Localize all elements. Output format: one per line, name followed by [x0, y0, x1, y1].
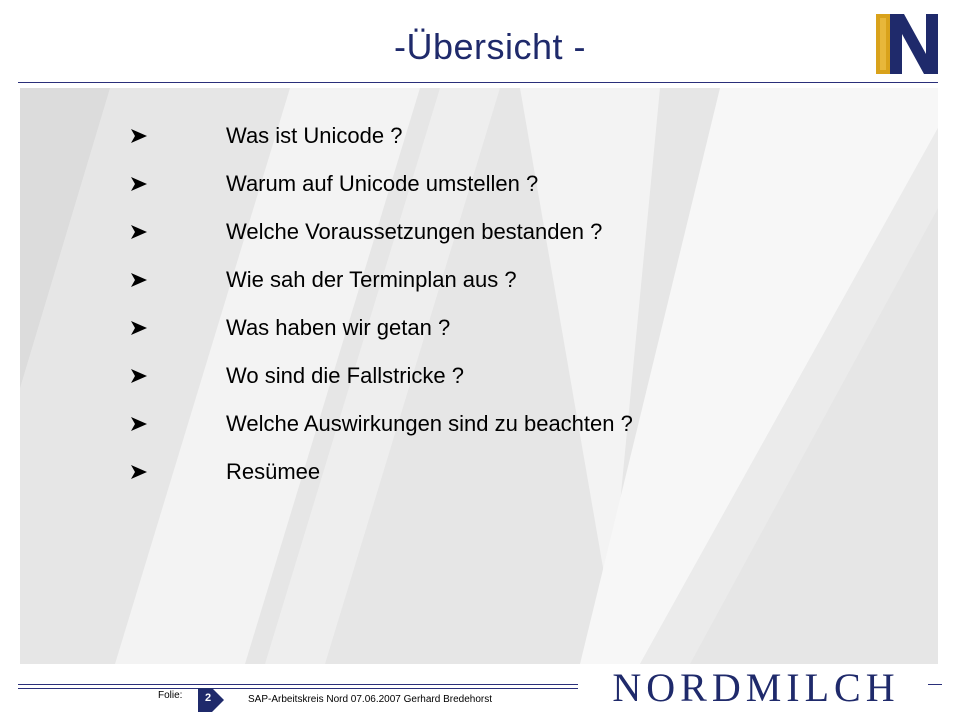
- list-item: [130, 448, 890, 496]
- title-divider: [18, 82, 938, 83]
- footer-divider-right: [928, 684, 942, 685]
- footer-text: SAP-Arbeitskreis Nord 07.06.2007 Gerhard Bredehorst: [248, 694, 493, 705]
- slide-title: -Übersicht -: [393, 26, 587, 67]
- page-number: 2: [204, 692, 212, 704]
- footer-divider: [18, 684, 578, 685]
- list-item: [130, 304, 890, 352]
- arrow-bullet-icon: [130, 416, 226, 432]
- list-item-label: Was haben wir getan ?: [226, 315, 451, 340]
- list-item-label: Welche Voraussetzungen bestanden ?: [226, 219, 603, 244]
- footer-divider-secondary: [18, 688, 578, 689]
- list-item: [130, 112, 890, 160]
- arrow-bullet-icon: [130, 224, 226, 240]
- arrow-bullet-icon: [130, 320, 226, 336]
- list-item-label: Wie sah der Terminplan aus ?: [226, 267, 517, 292]
- list-item: [130, 208, 890, 256]
- folie-label: Folie:: [158, 690, 183, 701]
- arrow-bullet-icon: [130, 368, 226, 384]
- list-item: [130, 160, 890, 208]
- list-item-label: Was ist Unicode ?: [226, 123, 403, 148]
- list-item: [130, 352, 890, 400]
- arrow-bullet-icon: [130, 272, 226, 288]
- arrow-bullet-icon: [130, 464, 226, 480]
- agenda-list: [130, 112, 890, 496]
- arrow-bullet-icon: [130, 128, 226, 144]
- list-item-label: Welche Auswirkungen sind zu beachten ?: [226, 411, 633, 436]
- arrow-bullet-icon: [130, 176, 226, 192]
- list-item: [130, 256, 890, 304]
- nordmilch-n-logo-icon: [876, 14, 938, 74]
- list-item: [130, 400, 890, 448]
- list-item-label: Wo sind die Fallstricke ?: [226, 363, 465, 388]
- nordmilch-wordmark: NORDMILCH: [612, 665, 900, 710]
- list-item-label: Resümee: [226, 459, 321, 484]
- list-item-label: Warum auf Unicode umstellen ?: [226, 171, 539, 196]
